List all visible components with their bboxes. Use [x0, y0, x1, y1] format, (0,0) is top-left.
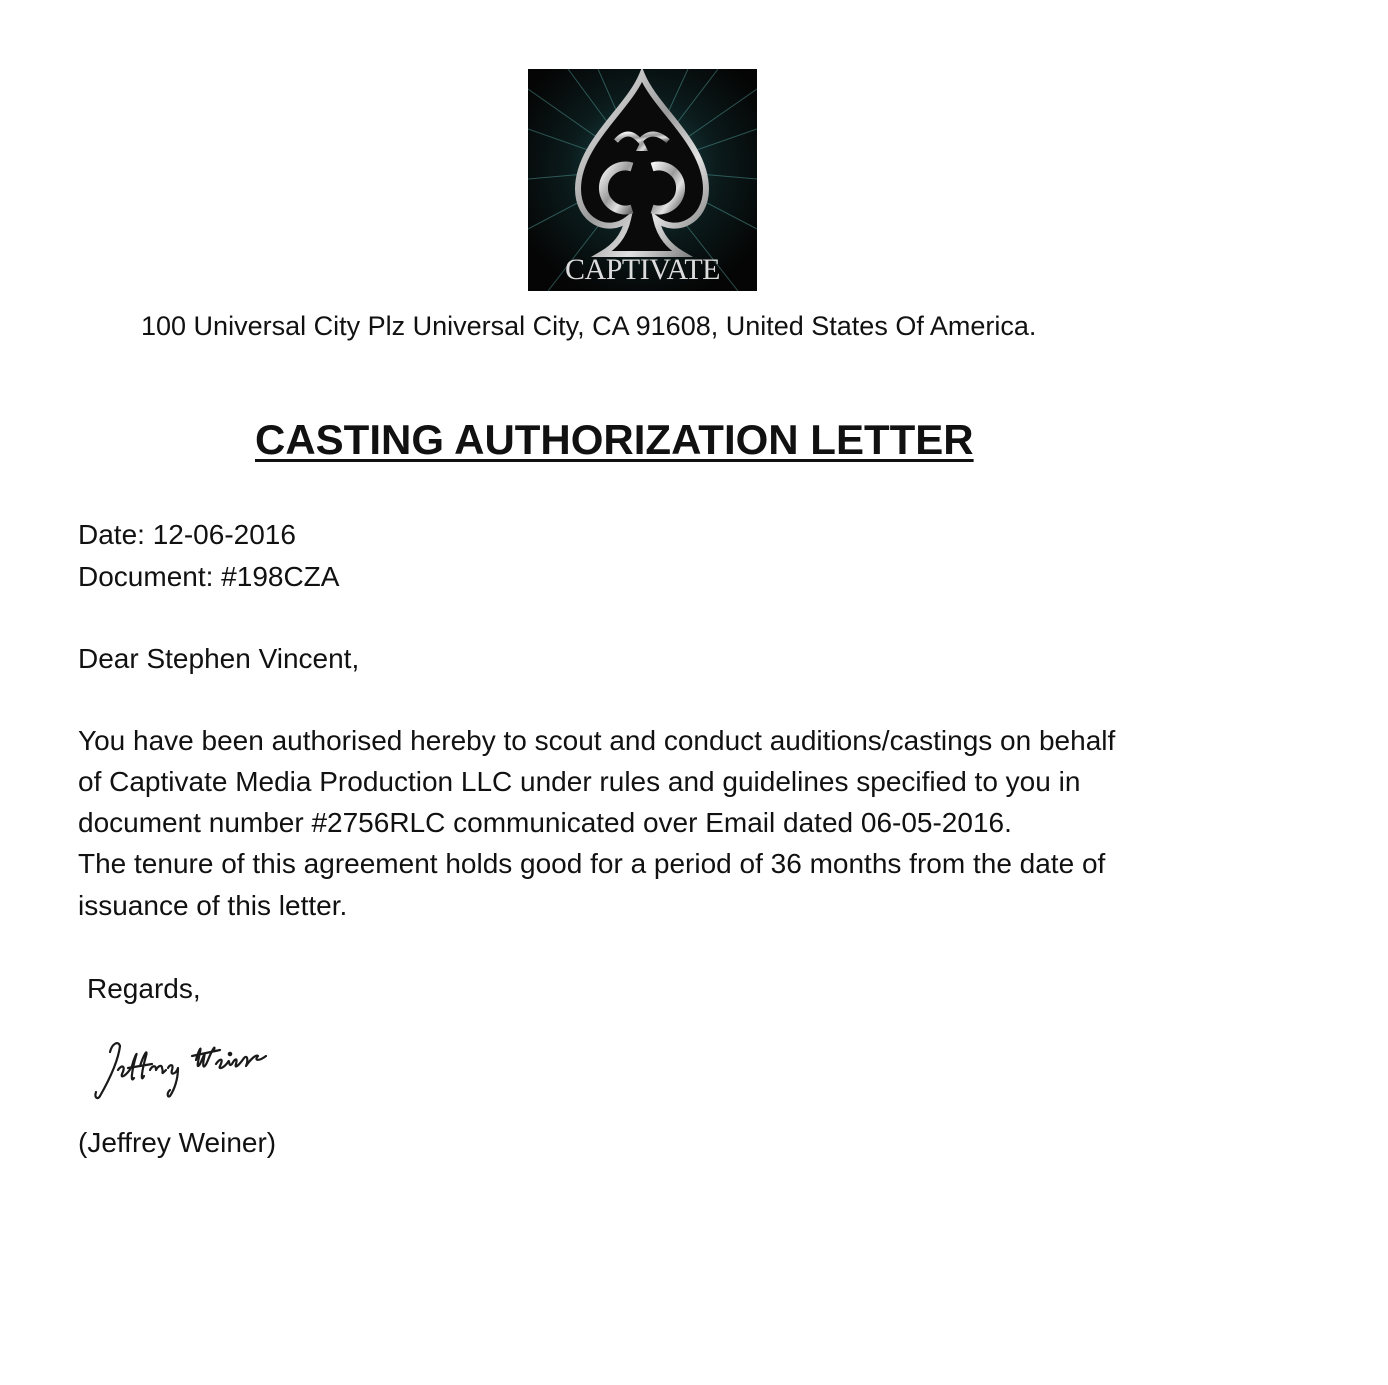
logo-wordmark: CAPTIVATE: [565, 253, 720, 286]
closing-regards: Regards,: [87, 973, 201, 1004]
document-number: Document: #198CZA: [78, 561, 340, 592]
body-line: The tenure of this agreement holds good for a period of 36 months from the date of: [78, 848, 1106, 879]
captivate-logo: [528, 69, 757, 291]
signer-name: (Jeffrey Weiner): [78, 1127, 277, 1158]
body-line: of Captivate Media Production LLC under rules and guidelines specified to you in: [78, 766, 1081, 797]
handwritten-signature: [88, 1030, 288, 1105]
body-line: issuance of this letter.: [78, 890, 348, 921]
body-line: document number #2756RLC communicated over Email dated 06-05-2016.: [78, 807, 1012, 838]
salutation: Dear Stephen Vincent,: [78, 643, 360, 674]
body-line: You have been authorised hereby to scout and conduct auditions/castings on behalf: [78, 725, 1116, 756]
letter-title: CASTING AUTHORIZATION LETTER: [255, 416, 974, 463]
company-address: 100 Universal City Plz Universal City, CA 91608, United States Of America.: [141, 311, 1037, 341]
letter-date: Date: 12-06-2016: [78, 519, 296, 550]
